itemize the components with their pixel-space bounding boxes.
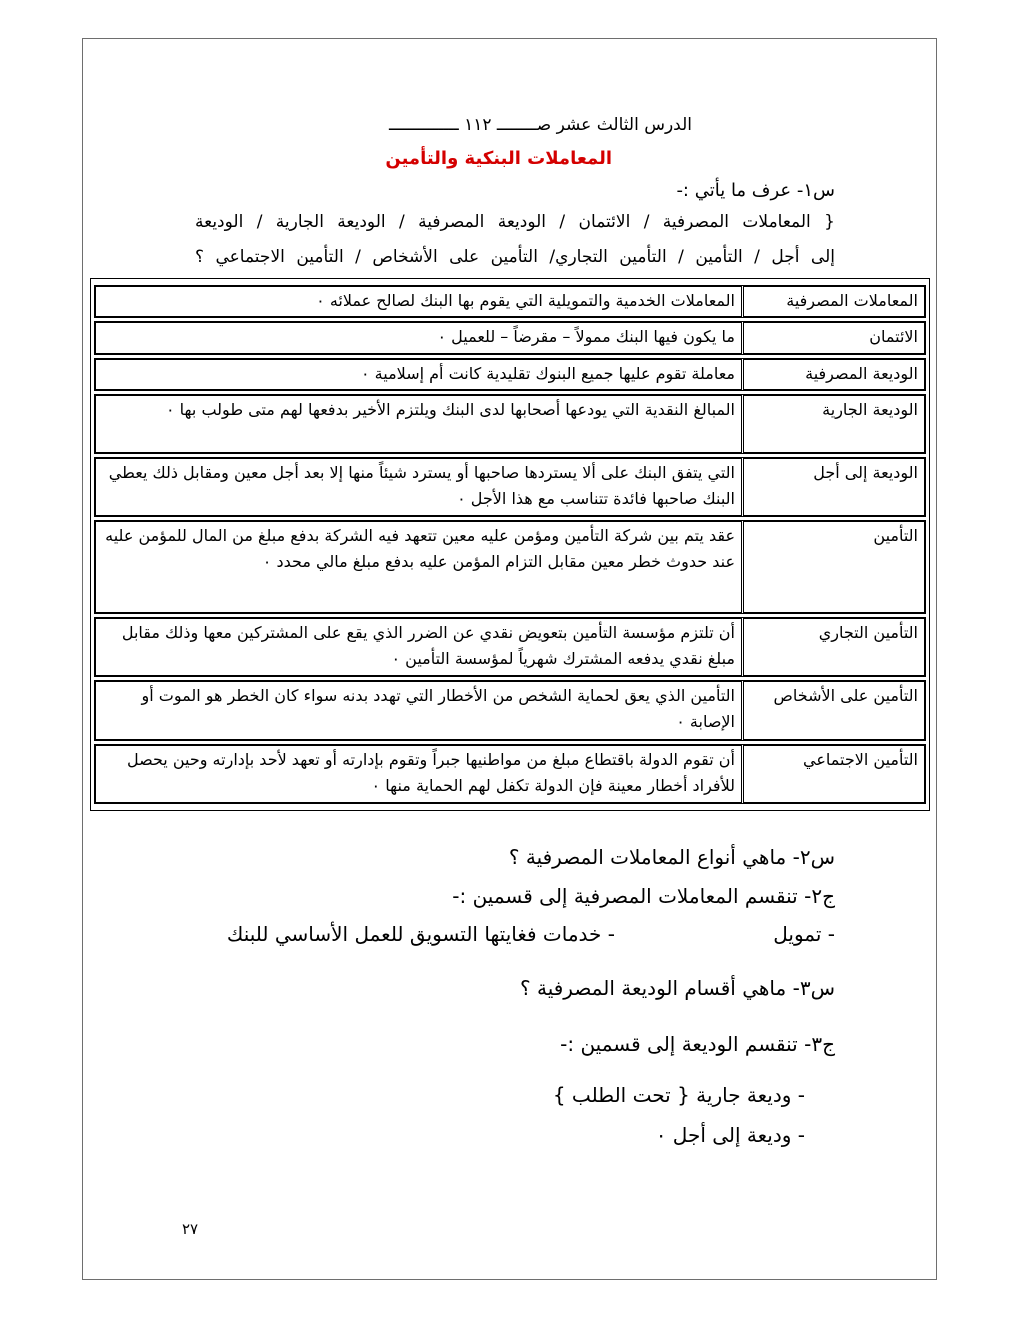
term-cell: الوديعة الجارية bbox=[741, 394, 926, 454]
answer-3-item-term-deposit: - وديعة إلى أجل ٠ bbox=[655, 1123, 805, 1147]
table-row bbox=[94, 744, 926, 804]
table-row bbox=[94, 680, 926, 740]
answer-3: ج٣- تنقسم الوديعة إلى قسمين :- bbox=[560, 1032, 835, 1056]
table-row bbox=[94, 394, 926, 454]
definition-cell: المعاملات الخدمية والتمويلية التي يقوم بها البنك لصالح عملائه ٠ bbox=[94, 285, 741, 318]
table-row bbox=[94, 321, 926, 354]
term-cell: التأمين bbox=[741, 520, 926, 614]
table-row bbox=[94, 617, 926, 677]
definition-cell: التأمين الذي يعق لحماية الشخص من الأخطار التي تهدد بدنه سواء كان الخطر هو الموت أو الإصابة ٠ bbox=[94, 680, 741, 740]
table-row bbox=[94, 520, 926, 614]
table-row bbox=[94, 358, 926, 391]
definition-cell: المبالغ النقدية التي يودعها أصحابها لدى البنك ويلتزم الأخير بدفعها لهم متى طولب بها ٠ bbox=[94, 394, 741, 454]
answer-2-item-financing: - تمويل bbox=[773, 922, 835, 946]
definitions-table bbox=[90, 278, 930, 811]
lesson-header: الدرس الثالث عشر صــــــــ ١١٢ ــــــــــــــ bbox=[388, 115, 692, 135]
question-3: س٣- ماهي أقسام الوديعة المصرفية ؟ bbox=[520, 976, 835, 1000]
lesson-title: المعاملات البنكية والتأمين bbox=[385, 148, 612, 169]
definition-cell: معاملة تقوم عليها جميع البنوك تقليدية كانت أم إسلامية ٠ bbox=[94, 358, 741, 391]
table-row bbox=[94, 285, 926, 318]
term-cell: التأمين الاجتماعي bbox=[741, 744, 926, 804]
terms-list-line-1: { المعاملات المصرفية / الائتمان / الوديعة المصرفية / الوديعة الجارية / الوديعة bbox=[195, 212, 835, 232]
term-cell: الائتمان bbox=[741, 321, 926, 354]
definition-cell: التي يتفق البنك على ألا يستردها صاحبها أو يسترد شيئاً منها إلا بعد أجل معين ومقابل ذلك يعطي البنك صاحبها فائدة تتناسب مع هذا الأجل ٠ bbox=[94, 457, 741, 517]
table-row bbox=[94, 457, 926, 517]
term-cell: الوديعة المصرفية bbox=[741, 358, 926, 391]
definition-cell: ما يكون فيها البنك ممولاً – مقرضاً – للعميل ٠ bbox=[94, 321, 741, 354]
question-1: س١- عرف ما يأتي :- bbox=[676, 180, 835, 201]
terms-list-line-2: إلى أجل / التأمين / التأمين التجاري/ التأمين على الأشخاص / التأمين الاجتماعي ؟ bbox=[195, 247, 835, 267]
definition-cell: أن تقوم الدولة باقتطاع مبلغ من مواطنيها جبراً وتقوم بإدارته أو تعهد لأحد بإدارته وحين يحصل للأفراد أخطار معينة فإن الدولة تكفل لهم الحماية منها ٠ bbox=[94, 744, 741, 804]
answer-3-item-current-deposit: - وديعة جارية { تحت الطلب } bbox=[552, 1083, 805, 1107]
term-cell: المعاملات المصرفية bbox=[741, 285, 926, 318]
term-cell: التأمين التجاري bbox=[741, 617, 926, 677]
answer-2: ج٢- تنقسم المعاملات المصرفية إلى قسمين :- bbox=[452, 884, 835, 908]
definition-cell: عقد يتم بين شركة التأمين ومؤمن عليه معين تتعهد فيه الشركة بدفع مبلغ من المال للمؤمن عليه عند حدوث خطر معين مقابل التزام المؤمن عليه بدفع مبلغ مالي محدد ٠ bbox=[94, 520, 741, 614]
page-number: ٢٧ bbox=[182, 1220, 199, 1238]
term-cell: التأمين على الأشخاص bbox=[741, 680, 926, 740]
definition-cell: أن تلتزم مؤسسة التأمين بتعويض نقدي عن الضرر الذي يقع على المشتركين معها وذلك مقابل مبلغ نقدي يدفعه المشترك شهرياً لمؤسسة التأمين ٠ bbox=[94, 617, 741, 677]
question-2: س٢- ماهي أنواع المعاملات المصرفية ؟ bbox=[508, 845, 835, 869]
answer-2-item-services: - خدمات فغايتها التسويق للعمل الأساسي للبنك bbox=[226, 922, 615, 946]
term-cell: الوديعة إلى أجل bbox=[741, 457, 926, 517]
